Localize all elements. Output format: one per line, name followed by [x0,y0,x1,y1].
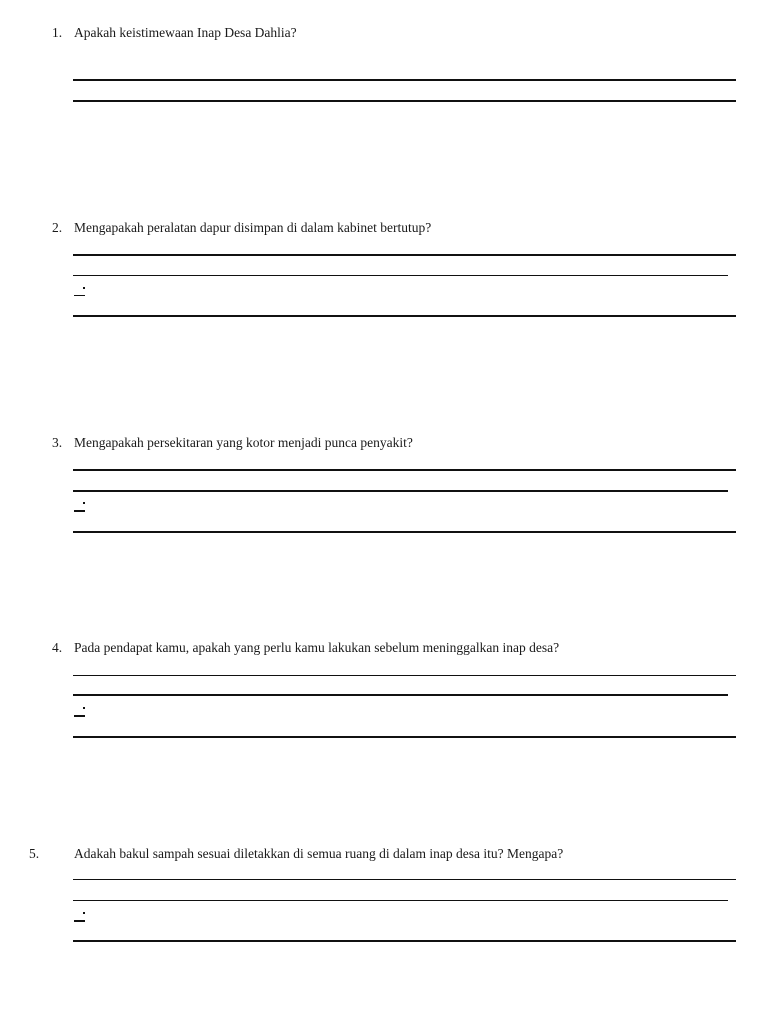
answer-line[interactable] [73,275,728,276]
answer-line[interactable] [73,531,736,533]
question-number: 4. [52,640,63,655]
answer-line[interactable] [73,736,736,738]
answer-line[interactable] [73,100,736,102]
answer-continuation-mark [74,910,86,922]
answer-line[interactable] [73,900,728,901]
answer-line[interactable] [73,879,736,880]
question-text: Mengapakah persekitaran yang kotor menjadi punca penyakit? [74,435,413,450]
question-text: Mengapakah peralatan dapur disimpan di dalam kabinet bertutup? [74,220,432,235]
answer-continuation-mark [74,500,86,512]
answer-line[interactable] [73,469,736,471]
answer-line[interactable] [73,254,736,256]
question-number: 3. [52,435,63,450]
answer-line[interactable] [73,940,736,942]
question-text: Adakah bakul sampah sesuai diletakkan di semua ruang di dalam inap desa itu? Mengapa? [74,846,564,861]
question-number: 5. [29,846,40,861]
answer-line[interactable] [73,675,736,676]
answer-line[interactable] [73,315,736,317]
answer-line[interactable] [73,490,728,492]
answer-line[interactable] [73,79,736,81]
question-number: 2. [52,220,63,235]
question-text: Pada pendapat kamu, apakah yang perlu kamu lakukan sebelum meninggalkan inap desa? [74,640,560,655]
answer-line[interactable] [73,694,728,696]
answer-continuation-mark [74,285,86,297]
question-text: Apakah keistimewaan Inap Desa Dahlia? [74,25,297,40]
question-number: 1. [52,25,63,40]
answer-continuation-mark [74,705,86,717]
